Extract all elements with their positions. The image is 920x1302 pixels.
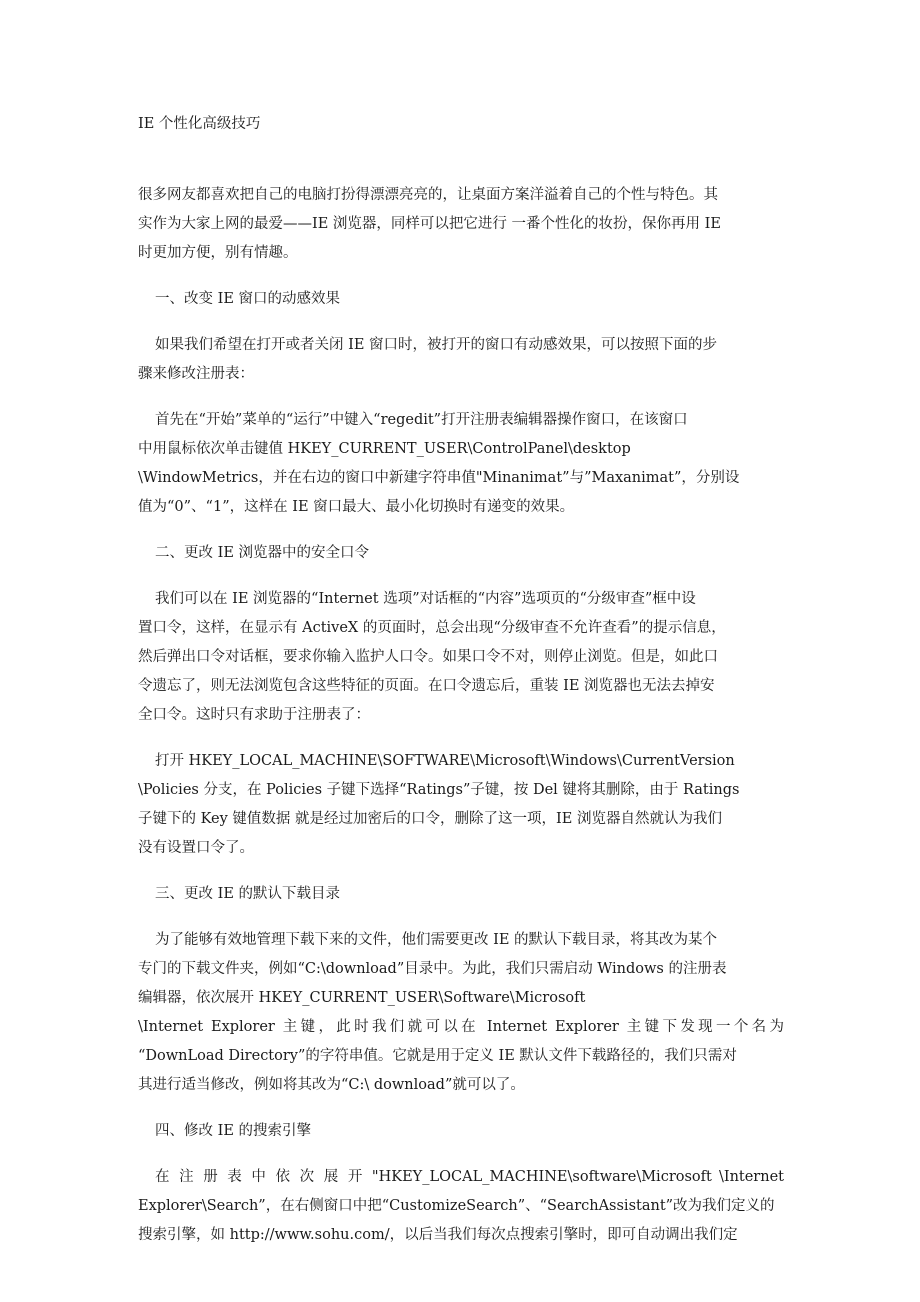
text-line: \Internet Explorer 主键，此时我们就可以在 Internet Explorer 主键下发现一个名为 (138, 1019, 784, 1035)
text-line: 值为“0”、“1”，这样在 IE 窗口最大、最小化切换时有递变的效果。 (138, 499, 575, 515)
section-1-paragraph-1 (138, 331, 784, 389)
text-line: 我们可以在 IE 浏览器的“Internet 选项”对话框的“内容”选项页的“分级审查”框中设 (155, 591, 696, 607)
text-line: 为了能够有效地管理下载下来的文件，他们需要更改 IE 的默认下载目录，将其改为某个 (155, 932, 718, 948)
section-3-paragraph-1 (138, 926, 784, 1100)
text-line: 很多网友都喜欢把自己的电脑打扮得漂漂亮亮的，让桌面方案洋溢着自己的个性与特色。其 (138, 187, 718, 203)
text-line: 子键下的 Key 键值数据 就是经过加密后的口令，删除了这一项，IE 浏览器自然就认为我们 (138, 811, 722, 827)
text-line: 编辑器，依次展开 HKEY_CURRENT_USER\Software\Microsoft (138, 990, 586, 1006)
section-2-paragraph-1 (138, 585, 784, 730)
text-line: 中用鼠标依次单击键值 HKEY_CURRENT_USER\ControlPanel\desktop (138, 441, 631, 457)
section-heading-1: 一、改变 IE 窗口的动感效果 (155, 291, 341, 307)
text-line: 如果我们希望在打开或者关闭 IE 窗口时，被打开的窗口有动感效果，可以按照下面的步 (155, 337, 718, 353)
text-line: 在 注 册 表 中 依 次 展 开 "HKEY_LOCAL_MACHINE\software\Microsoft \Internet (155, 1169, 784, 1185)
text-line: 专门的下载文件夹，例如“C:\download”目录中。为此，我们只需启动 Windows 的注册表 (138, 961, 727, 977)
text-line: 全口令。这时只有求助于注册表了： (138, 707, 370, 723)
text-line: 首先在“开始”菜单的“运行”中键入“regedit”打开注册表编辑器操作窗口，在该窗口 (155, 412, 688, 428)
text-line: 时更加方便，别有情趣。 (138, 245, 298, 261)
text-line: 打开 HKEY_LOCAL_MACHINE\SOFTWARE\Microsoft\Windows\CurrentVersion (155, 753, 735, 769)
text-line: 令遗忘了，则无法浏览包含这些特征的页面。在口令遗忘后，重装 IE 浏览器也无法去掉安 (138, 678, 715, 694)
section-4-paragraph-1 (138, 1163, 784, 1250)
document-title: IE 个性化高级技巧 (138, 116, 261, 132)
section-heading-4: 四、修改 IE 的搜索引擎 (155, 1123, 312, 1139)
intro-paragraph (138, 181, 784, 268)
section-heading-3: 三、更改 IE 的默认下载目录 (155, 886, 341, 902)
text-line: \Policies 分支，在 Policies 子键下选择“Ratings”子键，按 Del 键将其删除，由于 Ratings (138, 782, 740, 798)
text-line: 没有设置口令了。 (138, 840, 254, 856)
text-line: 骤来修改注册表： (138, 366, 254, 382)
text-line: 搜索引擎，如 http://www.sohu.com/，以后当我们每次点搜索引擎时，即可自动调出我们定 (138, 1227, 738, 1243)
section-heading-2: 二、更改 IE 浏览器中的安全口令 (155, 545, 370, 561)
section-2-paragraph-2 (138, 747, 784, 863)
text-line: 置口令，这样，在显示有 ActiveX 的页面时，总会出现“分级审查不允许查看”的提示信息， (138, 620, 726, 636)
section-1-paragraph-2 (138, 406, 784, 522)
text-line: 其进行适当修改，例如将其改为“C:\ download”就可以了。 (138, 1077, 525, 1093)
text-line: 实作为大家上网的最爱——IE 浏览器，同样可以把它进行 一番个性化的妆扮，保你再用 IE (138, 216, 721, 232)
text-line: 然后弹出口令对话框，要求你输入监护人口令。如果口令不对，则停止浏览。但是，如此口 (138, 649, 718, 665)
text-line: Explorer\Search”，在右侧窗口中把“CustomizeSearch”、“SearchAssistant”改为我们定义的 (138, 1198, 775, 1214)
text-line: “DownLoad Directory”的字符串值。它就是用于定义 IE 默认文件下载路径的，我们只需对 (138, 1048, 737, 1064)
text-line: \WindowMetrics，并在右边的窗口中新建字符串值"Minanimat”与”Maxanimat”，分别设 (138, 470, 740, 486)
